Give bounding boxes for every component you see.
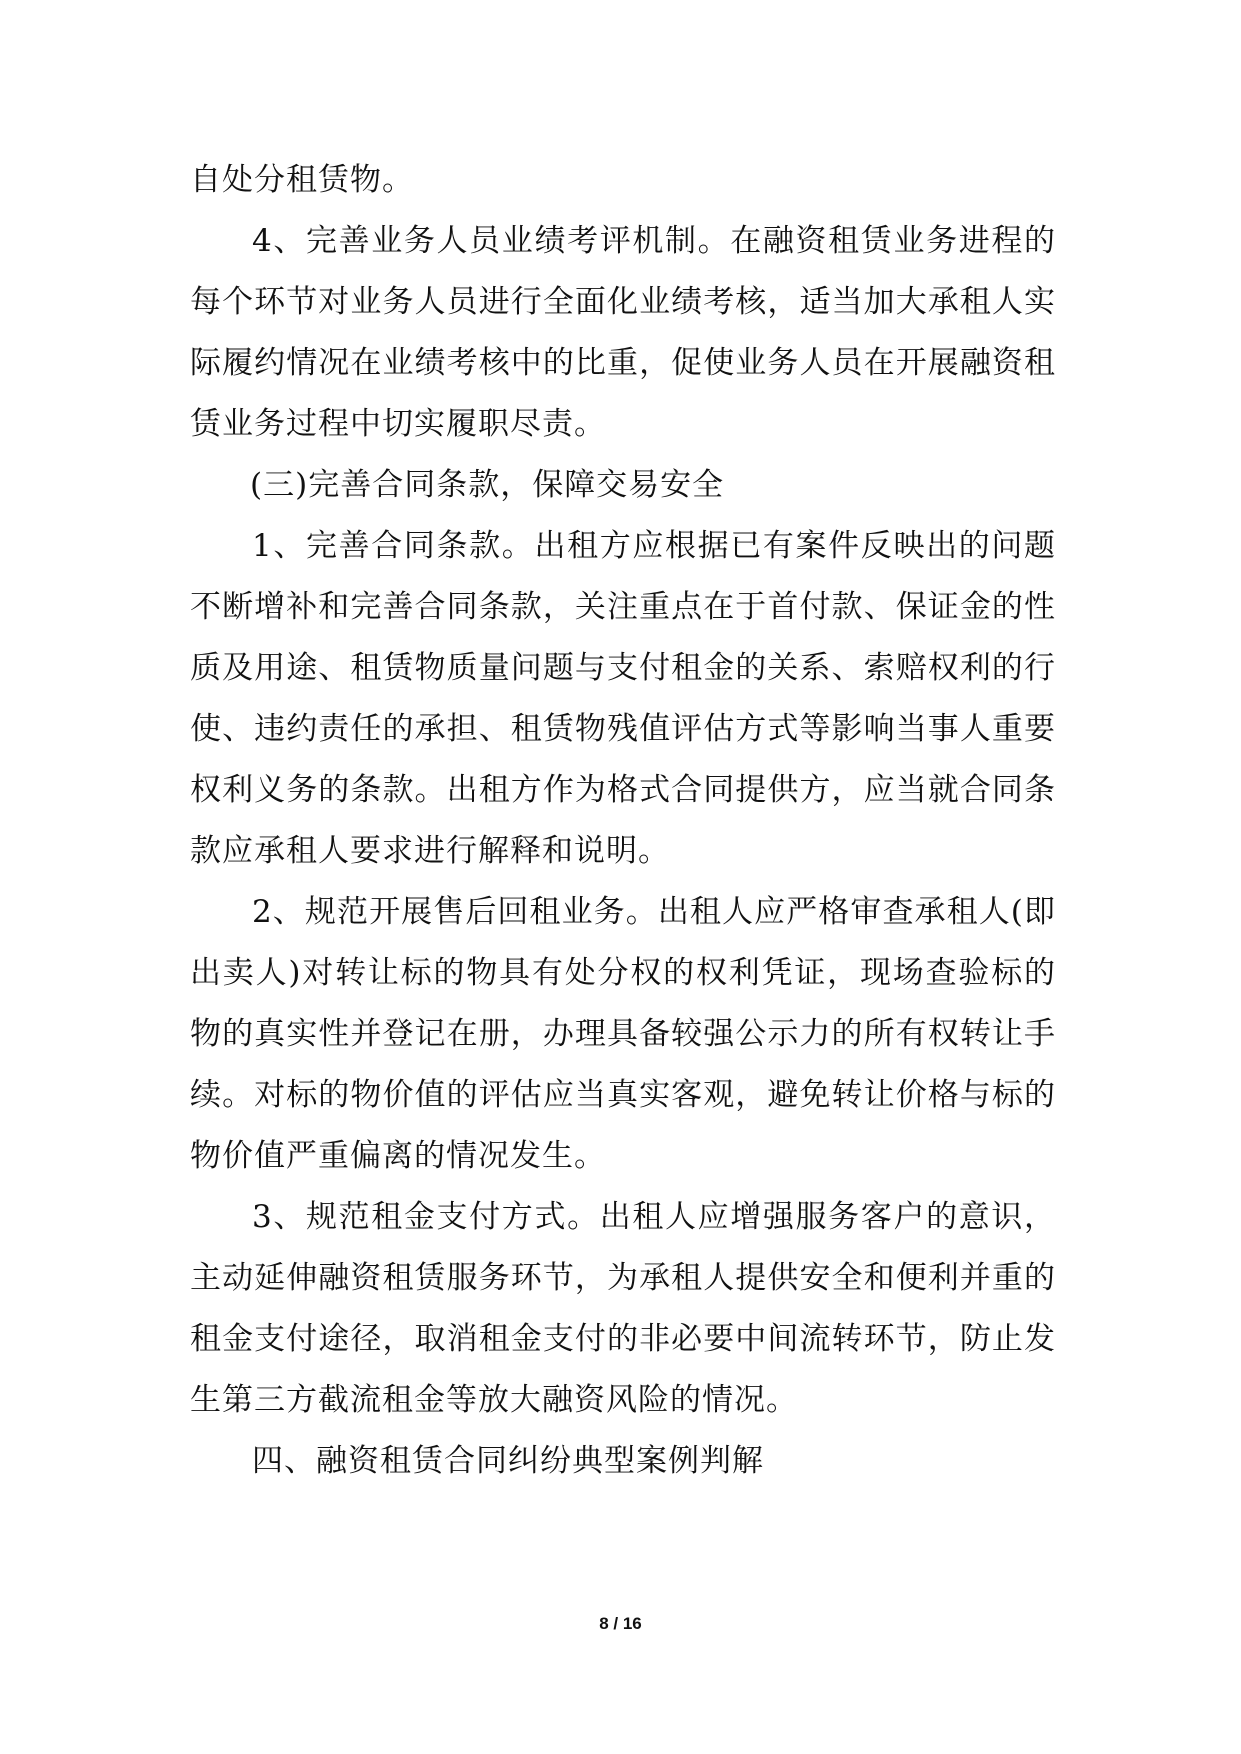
paragraph-item-2: 2、规范开展售后回租业务。出租人应严格审查承租人(即出卖人)对转让标的物具有处分权的权利凭证，现场查验标的物的真实性并登记在册，办理具备较强公示力的所有权转让手续。对标的物价值的评估应当真实客观，避免转让价格与标的物价值严重偏离的情况发生。 — [190, 894, 1056, 1174]
section-heading-4: 四、融资租赁合同纠纷典型案例判解 — [252, 1443, 764, 1479]
paragraph-item-4: 4、完善业务人员业绩考评机制。在融资租赁业务进程的每个环节对业务人员进行全面化业绩考核，适当加大承租人实际履约情况在业绩考核中的比重，促使业务人员在开展融资租赁业务过程中切实履职尽责。 — [190, 223, 1056, 442]
section-heading-3: (三)完善合同条款，保障交易安全 — [250, 467, 725, 503]
paragraph-item-3: 3、规范租金支付方式。出租人应增强服务客户的意识，主动延伸融资租赁服务环节，为承租人提供安全和便利并重的租金支付途径，取消租金支付的非必要中间流转环节，防止发生第三方截流租金等放大融资风险的情况。 — [190, 1199, 1056, 1418]
page-body — [190, 150, 1056, 1492]
paragraph-continuation: 自处分租赁物。 — [190, 162, 414, 198]
paragraph-item-1: 1、完善合同条款。出租方应根据已有案件反映出的问题不断增补和完善合同条款，关注重点在于首付款、保证金的性质及用途、租赁物质量问题与支付租金的关系、索赔权利的行使、违约责任的承担、租赁物残值评估方式等影响当事人重要权利义务的条款。出租方作为格式合同提供方，应当就合同条款应承租人要求进行解释和说明。 — [190, 528, 1056, 869]
page-number: 8 / 16 — [599, 1614, 642, 1633]
